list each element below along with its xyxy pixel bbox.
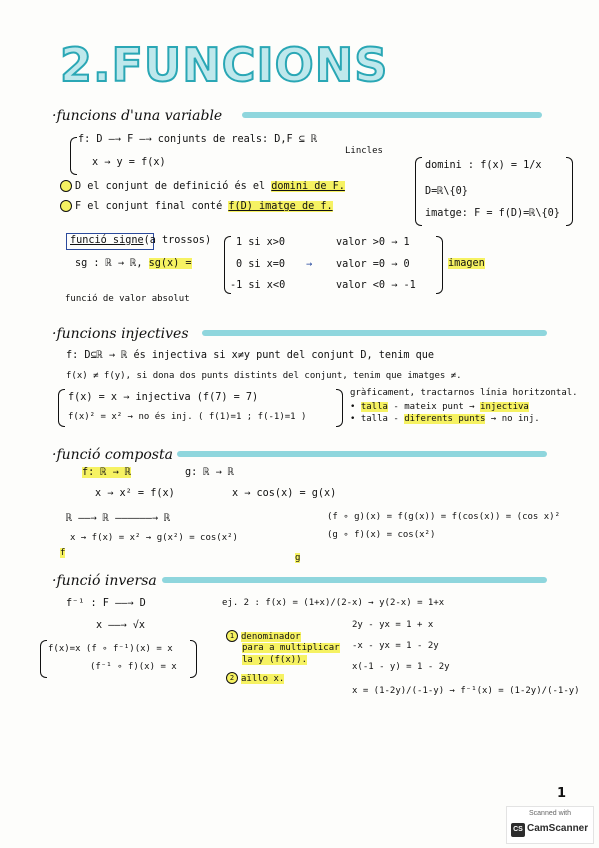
- bracket: [415, 157, 422, 226]
- step-3: -x - yx = 1 - 2y: [352, 641, 439, 651]
- sign-function-def: sg : ℝ → ℝ, sg(x) =: [75, 258, 192, 269]
- g-mapping: x → cos(x) = g(x): [232, 488, 337, 499]
- g-definition: g: ℝ → ℝ: [185, 467, 235, 478]
- f-mapping: x → x² = f(x): [95, 488, 175, 499]
- definition-mapping: x → y = f(x): [92, 157, 166, 168]
- example-2: ej. 2 : f(x) = (1+x)/(2-x) → y(2-x) = 1+x: [222, 598, 445, 608]
- section-heading-funcions-una-variable: [52, 105, 552, 123]
- inverse-property-2: (f⁻¹ ∘ f)(x) = x: [90, 662, 177, 672]
- note-1c: la y (f(x)).: [242, 655, 308, 665]
- bracket: [566, 157, 573, 226]
- point-f: F el conjunt final conté f(D) imatge de f.: [60, 200, 333, 212]
- note-1: 1 denominador: [226, 630, 301, 642]
- camscanner-watermark: [506, 806, 594, 844]
- case-positive: 1 si x>0: [236, 237, 286, 248]
- test-non-injective: • talla - diferents punts → no inj.: [350, 414, 540, 424]
- note: Lincles: [345, 146, 383, 156]
- f-definition: f: ℝ → ℝ: [82, 467, 132, 478]
- graphic-test: gràficament, tractarnos línia horitzontal.: [350, 388, 578, 398]
- watermark-caption: Scanned with: [528, 810, 572, 817]
- definition-line: f: D —→ F —→ conjunts de reals: D,F ⊆ ℝ: [78, 134, 318, 145]
- highlight-dot: [60, 180, 72, 192]
- injective-example: f(x) = x → injectiva (f(7) = 7): [68, 392, 259, 403]
- point-d: D el conjunt de definició és el domini de F.: [60, 180, 345, 192]
- step-2: 2y - yx = 1 + x: [352, 620, 434, 630]
- sign-function-title: funció signe(a trossos): [70, 235, 212, 246]
- section-heading-funcions-injectives: [52, 323, 552, 341]
- value-zero: valor =0 → 0: [336, 259, 410, 270]
- test-injective: • talla - mateix punt → injectiva: [350, 402, 529, 412]
- section-title: ·funció composta: [52, 447, 173, 463]
- note-1b: para a multiplicar: [242, 643, 340, 653]
- bracket: [58, 389, 65, 427]
- absolute-value-note: funció de valor absolut: [65, 294, 190, 304]
- bracket: [190, 640, 197, 678]
- heading-underline: [162, 577, 547, 583]
- example-set: D=ℝ\{0}: [425, 186, 468, 197]
- bracket: [40, 640, 47, 678]
- bracket: [436, 236, 443, 294]
- section-title: ·funcions d'una variable: [52, 108, 223, 124]
- section-title: ·funcions injectives: [52, 326, 189, 342]
- composition-chain: ℝ ——→ ℝ ——————→ ℝ: [66, 513, 171, 524]
- section-heading-funcio-inversa: [52, 570, 552, 588]
- non-injective-example: f(x)² = x² → no és inj. ( f(1)=1 ; f(-1)=1 ): [68, 412, 307, 422]
- composition-values: x → f(x) = x² → g(x²) = cos(x²): [70, 533, 238, 543]
- heading-underline: [242, 112, 542, 118]
- arrow: →: [306, 259, 313, 270]
- watermark-name: CamScanner: [527, 823, 589, 834]
- injective-definition: f: D⊆ℝ → ℝ és injectiva si x≠y punt del conjunt D, tenim que: [66, 350, 435, 361]
- example-image: imatge: F = f(D)=ℝ\{0}: [425, 208, 560, 219]
- label-g: g: [295, 553, 301, 563]
- inverse-mapping: x ——→ √x: [96, 620, 146, 631]
- case-negative: -1 si x<0: [230, 280, 286, 291]
- label-f: f: [60, 548, 66, 558]
- note-2: 2 aïllo x.: [226, 672, 284, 684]
- page-number: 1: [557, 786, 567, 801]
- step-4: x(-1 - y) = 1 - 2y: [352, 662, 450, 672]
- bracket: [336, 389, 343, 427]
- injective-definition-2: f(x) ≠ f(y), si dona dos punts distints del conjunt, tenim que imatges ≠.: [66, 371, 462, 381]
- heading-underline: [177, 451, 547, 457]
- highlight-dot: [60, 200, 72, 212]
- inverse-definition: f⁻¹ : F ——→ D: [66, 598, 146, 609]
- page-title: 2.FUNCIONS: [60, 38, 389, 92]
- inverse-property-1: f(x)=x (f ∘ f⁻¹)(x) = x: [48, 644, 173, 654]
- value-negative: valor <0 → -1: [336, 280, 416, 291]
- bracket: [70, 137, 77, 175]
- step-5-result: x = (1-2y)/(-1-y) → f⁻¹(x) = (1-2y)/(-1-y): [352, 686, 580, 696]
- case-zero: 0 si x=0: [236, 259, 286, 270]
- heading-underline: [202, 330, 547, 336]
- composition-fog: (f ∘ g)(x) = f(g(x)) = f(cos(x)) = (cos x)²: [327, 512, 560, 522]
- imagen-label: imagen: [448, 258, 485, 269]
- section-heading-funcio-composta: [52, 444, 552, 462]
- composition-gof: (g ∘ f)(x) = cos(x²): [327, 530, 436, 540]
- example-domain: domini : f(x) = 1/x: [425, 160, 542, 171]
- section-title: ·funció inversa: [52, 573, 157, 589]
- camscanner-logo-icon: CS: [511, 823, 525, 837]
- value-positive: valor >0 → 1: [336, 237, 410, 248]
